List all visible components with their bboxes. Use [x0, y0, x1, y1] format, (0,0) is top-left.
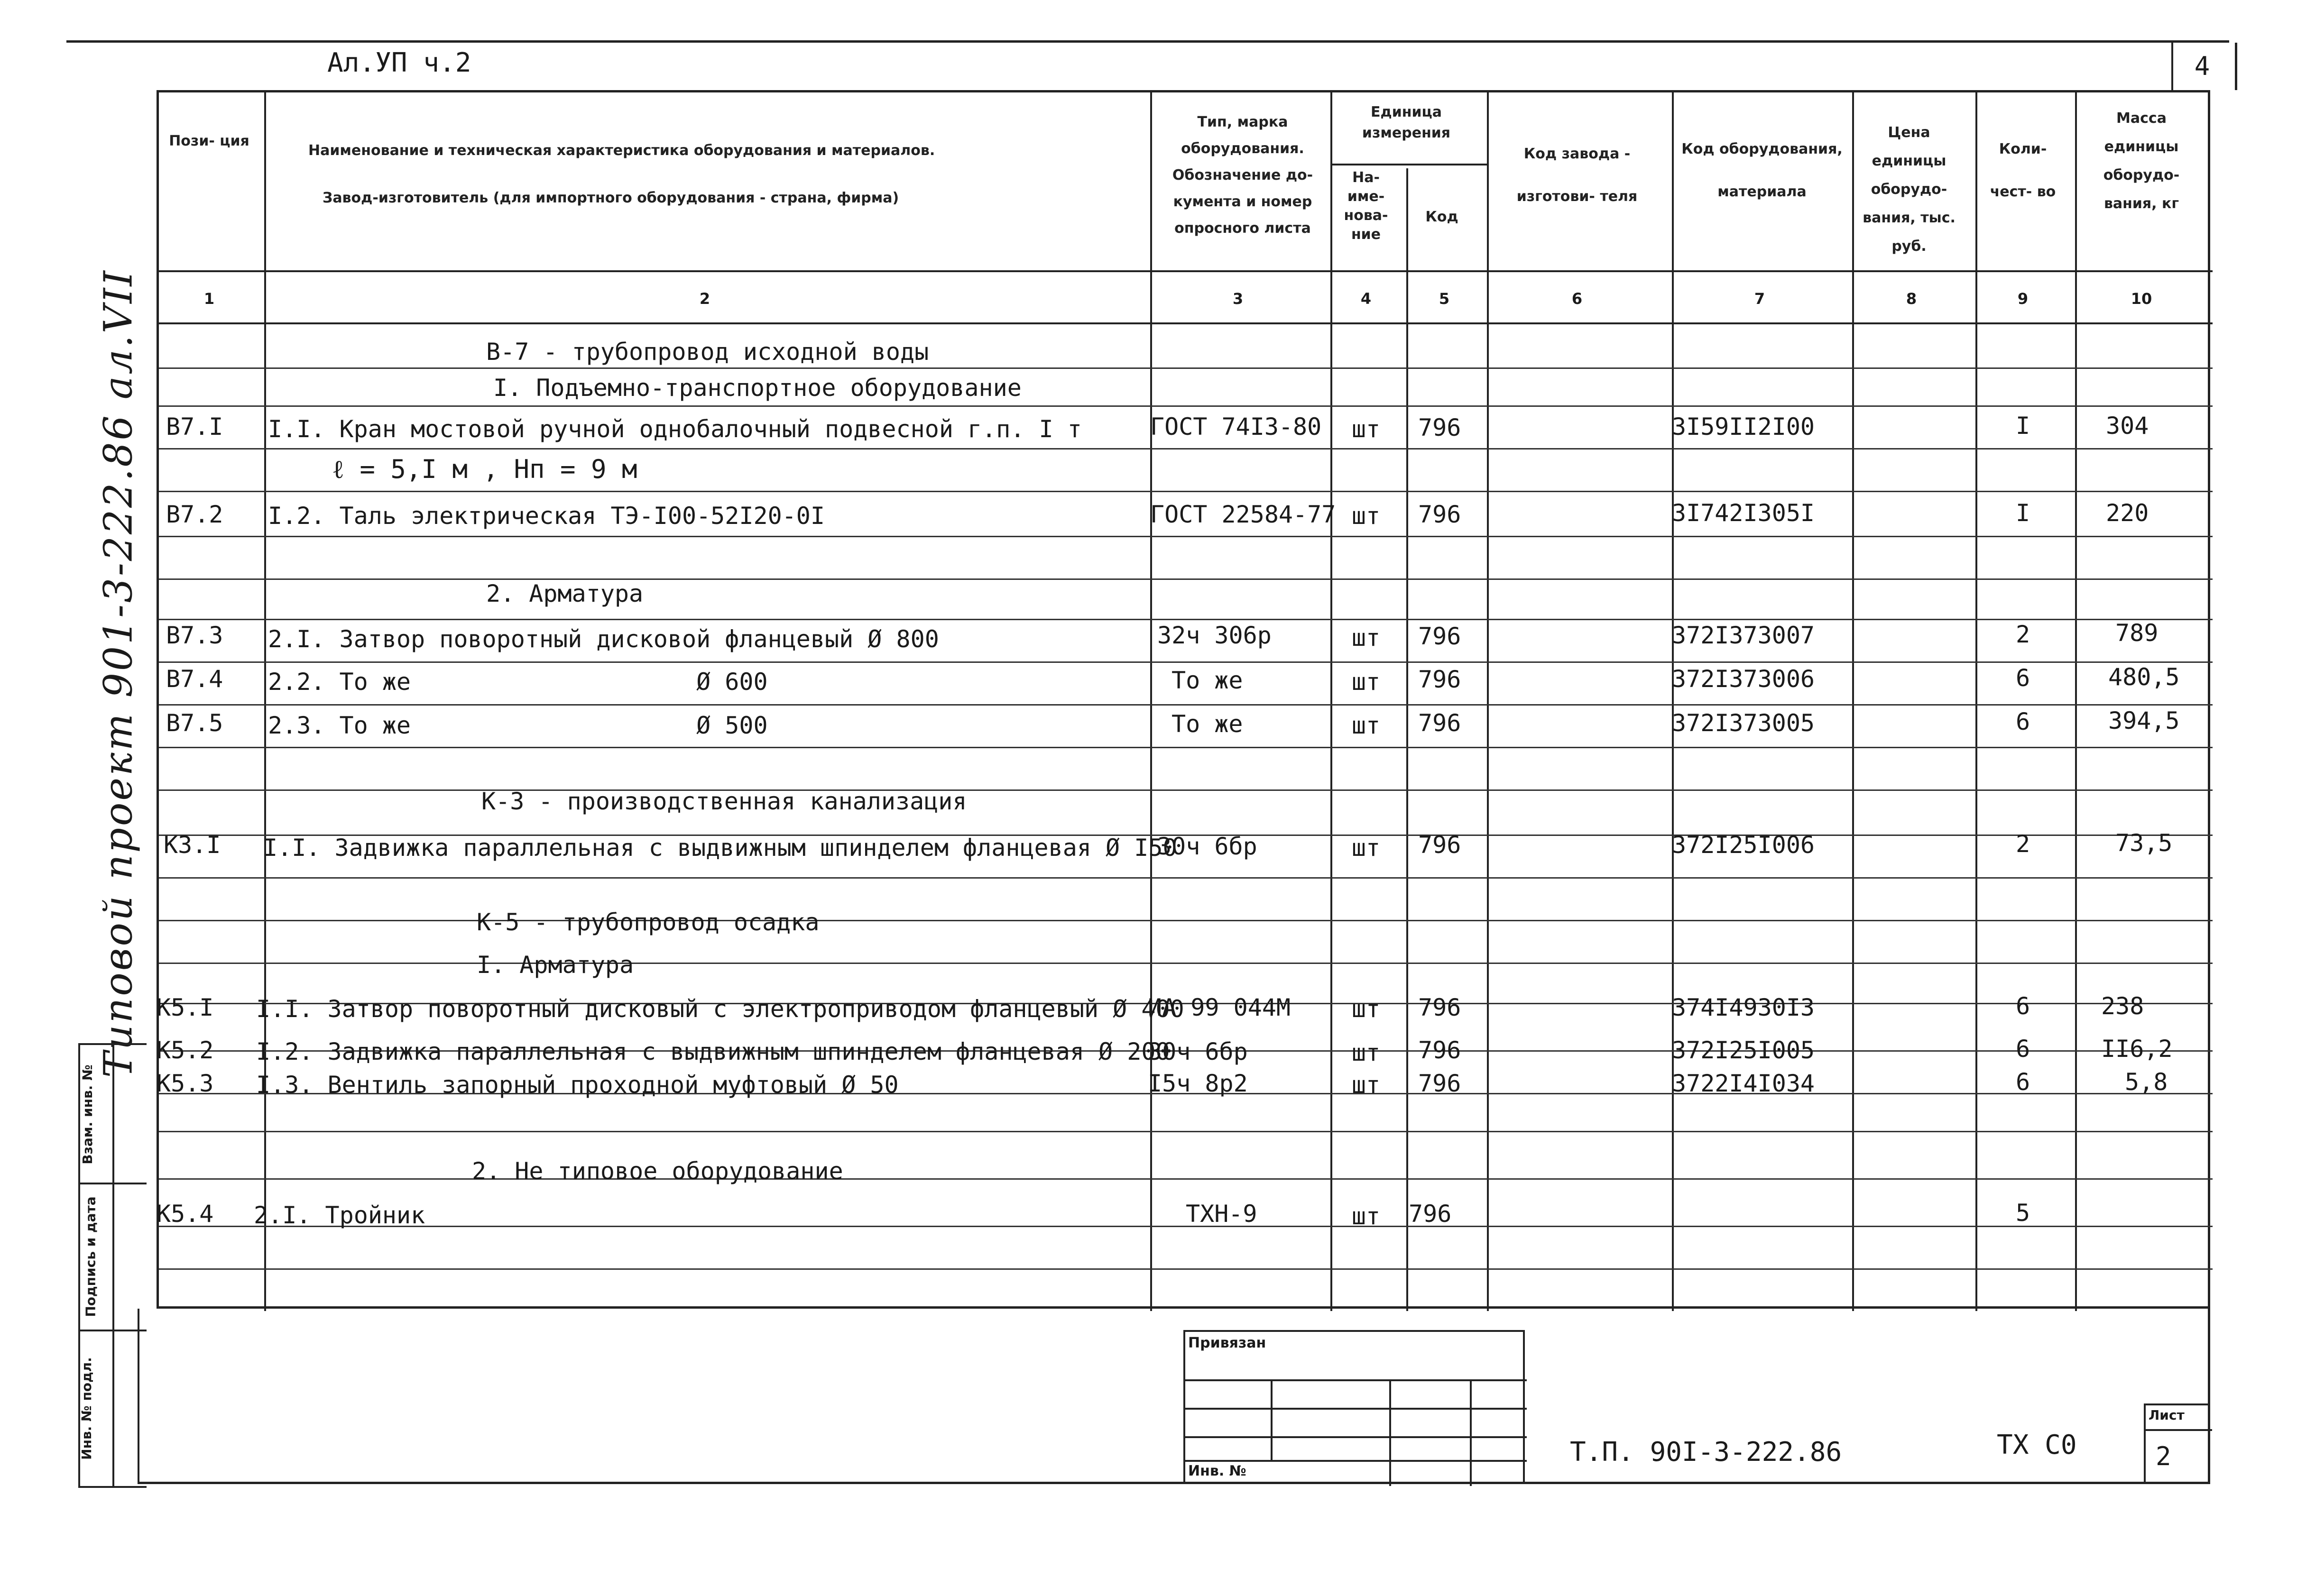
- stamp-sign-date: Подпись и дата: [83, 1196, 99, 1317]
- row-type: 32ч 306р: [1157, 622, 1272, 649]
- row-name: I.I. Затвор поворотный дисковый с электроприводом фланцевый Ø 400: [256, 995, 1184, 1023]
- header-col1: Пози- ция: [169, 133, 249, 149]
- row-unit: шт: [1351, 712, 1381, 739]
- section-b7-fittings: 2. Арматура: [486, 580, 644, 607]
- row-type: 30ч 6бр: [1148, 1038, 1248, 1065]
- row-unit: шт: [1351, 834, 1381, 862]
- row-name: 2.2. То же Ø 600: [268, 668, 768, 696]
- row-qty: 6: [2015, 1068, 2030, 1096]
- row-qty: I: [2015, 412, 2030, 440]
- col-number-8: 8: [1906, 290, 1917, 308]
- row-unit-code: 796: [1418, 414, 1461, 441]
- binding-stamp: [1183, 1330, 1525, 1484]
- section-b7: В-7 - трубопровод исходной воды: [486, 338, 929, 366]
- row-unit-code: 796: [1409, 1200, 1452, 1228]
- document-code: Т.П. 90I-3-222.86: [1570, 1437, 1842, 1468]
- row-code: 372I373007: [1672, 622, 1815, 649]
- row-name: I.2. Таль электрическая ТЭ-I00-52I20-0I: [268, 502, 825, 530]
- row-type: I5ч 8р2: [1148, 1070, 1248, 1097]
- section-k5-fittings: I. Арматура: [477, 951, 634, 979]
- side-stamp-text: Типовой проект 901-3-222.86 ал.VII: [96, 269, 141, 1078]
- row-mass: 304: [2106, 412, 2149, 440]
- section-b7-lifting: I. Подъемно-транспортное оборудование: [493, 374, 1022, 402]
- col-number-10: 10: [2131, 290, 2152, 308]
- row-unit-code: 796: [1418, 1036, 1461, 1064]
- row-mass: 238: [2101, 992, 2144, 1020]
- row-code: 374I4930I3: [1672, 994, 1815, 1021]
- row-unit: шт: [1351, 502, 1381, 530]
- row-mass: 5,8: [2125, 1068, 2168, 1096]
- row-type: 30ч 6бр: [1157, 833, 1257, 860]
- row-code: 372I373006: [1672, 665, 1815, 693]
- list-label: Лист: [2149, 1407, 2185, 1423]
- col-number-2: 2: [699, 290, 710, 308]
- header-col10: Масса единицы оборудо- вания, кг: [2103, 110, 2180, 212]
- col-number-7: 7: [1754, 290, 1765, 308]
- header-col2-line1: Наименование и техническая характеристика оборудования и материалов.: [308, 142, 935, 159]
- row-code: 372I373005: [1672, 709, 1815, 737]
- row-type: ГОСТ 22584-77: [1150, 501, 1336, 528]
- row-unit-code: 796: [1418, 666, 1461, 693]
- spec-table-frame: [157, 90, 2210, 1309]
- header-col6: Код завода - изготови- теля: [1516, 146, 1638, 205]
- col-number-9: 9: [2017, 290, 2029, 308]
- row-unit-code: 796: [1418, 501, 1461, 528]
- top-border-line: [66, 40, 2229, 43]
- row-qty: 2: [2015, 830, 2030, 858]
- stamp-inv-no: Инв. №: [1188, 1463, 1246, 1479]
- row-pos: В7.4: [166, 665, 223, 693]
- row-qty: 6: [2015, 708, 2030, 735]
- row-unit: шт: [1351, 995, 1381, 1023]
- row-type: То же: [1172, 667, 1243, 694]
- row-unit-code: 796: [1418, 623, 1461, 650]
- row-pos: К5.4: [157, 1200, 214, 1228]
- row-pos: К3.I: [164, 831, 221, 859]
- section-k5: К-5 - трубопровод осадка: [477, 908, 820, 936]
- header-col3: Тип, марка оборудования. Обозначение до- кумента и номер опросного листа: [1172, 114, 1313, 237]
- header-col7: Код оборудования, материала: [1681, 141, 1843, 200]
- col-number-5: 5: [1439, 290, 1450, 308]
- row-unit: шт: [1351, 1071, 1381, 1099]
- row-unit: шт: [1351, 415, 1381, 443]
- row-unit-code: 796: [1418, 831, 1461, 859]
- col-number-4: 4: [1360, 290, 1372, 308]
- header-col9: Коли- чест- во: [1990, 141, 2056, 200]
- row-name: I.2. Задвижка параллельная с выдвижным шпинделем фланцевая Ø 200: [256, 1038, 1170, 1065]
- row-pos: К5.I: [157, 994, 214, 1021]
- row-name: I.I. Кран мостовой ручной однобалочный подвесной г.п. I т: [268, 415, 1082, 443]
- document-mark: ТХ С0: [1997, 1430, 2077, 1460]
- row-mass: II6,2: [2101, 1035, 2173, 1063]
- row-mass: 394,5: [2108, 707, 2180, 734]
- row-unit-code: 796: [1418, 1070, 1461, 1097]
- row-pos: В7.2: [166, 501, 223, 528]
- stamp-vzam-inv: Взам. инв. №: [79, 1064, 95, 1165]
- section-k5-nonstandard: 2. Не типовое оборудование: [472, 1157, 843, 1185]
- row-unit-code: 796: [1418, 709, 1461, 737]
- row-name: 2.I. Затвор поворотный дисковой фланцевый Ø 800: [268, 625, 939, 653]
- row-type: ИА 99 044М: [1148, 994, 1291, 1021]
- row-unit-code: 796: [1418, 994, 1461, 1021]
- sheet-top-label: Ал.УП ч.2: [327, 47, 471, 78]
- row-code: 3722I4I034: [1672, 1070, 1815, 1097]
- row-pos: В7.3: [166, 622, 223, 649]
- col-number-6: 6: [1571, 290, 1583, 308]
- row-name-sub: ℓ = 5,I м , Нп = 9 м: [332, 454, 637, 484]
- row-qty: 2: [2015, 621, 2030, 648]
- row-unit: шт: [1351, 1202, 1381, 1230]
- row-qty: 6: [2015, 992, 2030, 1020]
- row-name: 2.3. То же Ø 500: [268, 712, 768, 739]
- row-pos: В7.I: [166, 413, 223, 440]
- row-qty: 5: [2015, 1199, 2030, 1227]
- section-k3: К-3 - производственная канализация: [481, 788, 967, 815]
- row-code: 3I59II2I00: [1672, 413, 1815, 440]
- row-mass: 480,5: [2108, 663, 2180, 691]
- stamp-privyazan: Привязан: [1188, 1335, 1266, 1351]
- row-unit: шт: [1351, 1039, 1381, 1066]
- sheet-top-number: 4: [2194, 51, 2210, 81]
- row-type: ТХН-9: [1186, 1200, 1257, 1228]
- list-number: 2: [2156, 1441, 2171, 1471]
- row-code: 372I25I006: [1672, 831, 1815, 859]
- row-pos: К5.3: [157, 1070, 214, 1097]
- row-pos: В7.5: [166, 709, 223, 737]
- stamp-inv-orig: Инв. № подл.: [78, 1357, 94, 1460]
- row-unit: шт: [1351, 668, 1381, 696]
- row-code: 3I742I305I: [1672, 499, 1815, 527]
- row-qty: I: [2015, 499, 2030, 527]
- row-unit: шт: [1351, 624, 1381, 651]
- col-number-3: 3: [1232, 290, 1244, 308]
- row-name: I.I. Задвижка параллельная с выдвижным шпинделем фланцевая Ø I50: [263, 834, 1177, 862]
- row-type: ГОСТ 74I3-80: [1150, 413, 1322, 440]
- header-col4: На- име- нова- ние: [1344, 169, 1388, 243]
- header-col5: Код: [1425, 209, 1458, 225]
- row-code: 372I25I005: [1672, 1036, 1815, 1064]
- col-number-1: 1: [203, 290, 215, 308]
- header-col8: Цена единицы оборудо- вания, тыс. руб.: [1863, 124, 1956, 255]
- row-qty: 6: [2015, 664, 2030, 692]
- row-qty: 6: [2015, 1035, 2030, 1063]
- row-mass: 220: [2106, 499, 2149, 527]
- row-name: I.3. Вентиль запорный проходной муфтовый Ø 50: [256, 1071, 899, 1099]
- bottom-title-block: [138, 1309, 2210, 1484]
- row-type: То же: [1172, 710, 1243, 738]
- row-name: 2.I. Тройник: [254, 1202, 425, 1229]
- row-pos: К5.2: [157, 1036, 214, 1064]
- header-col45: Единица измерения: [1362, 104, 1451, 141]
- header-col2-line2: Завод-изготовитель (для импортного оборудования - страна, фирма): [323, 190, 899, 206]
- left-stamp-column: [78, 1043, 147, 1488]
- row-mass: 789: [2115, 619, 2159, 647]
- row-mass: 73,5: [2115, 829, 2173, 857]
- side-annotation: [71, 269, 166, 1078]
